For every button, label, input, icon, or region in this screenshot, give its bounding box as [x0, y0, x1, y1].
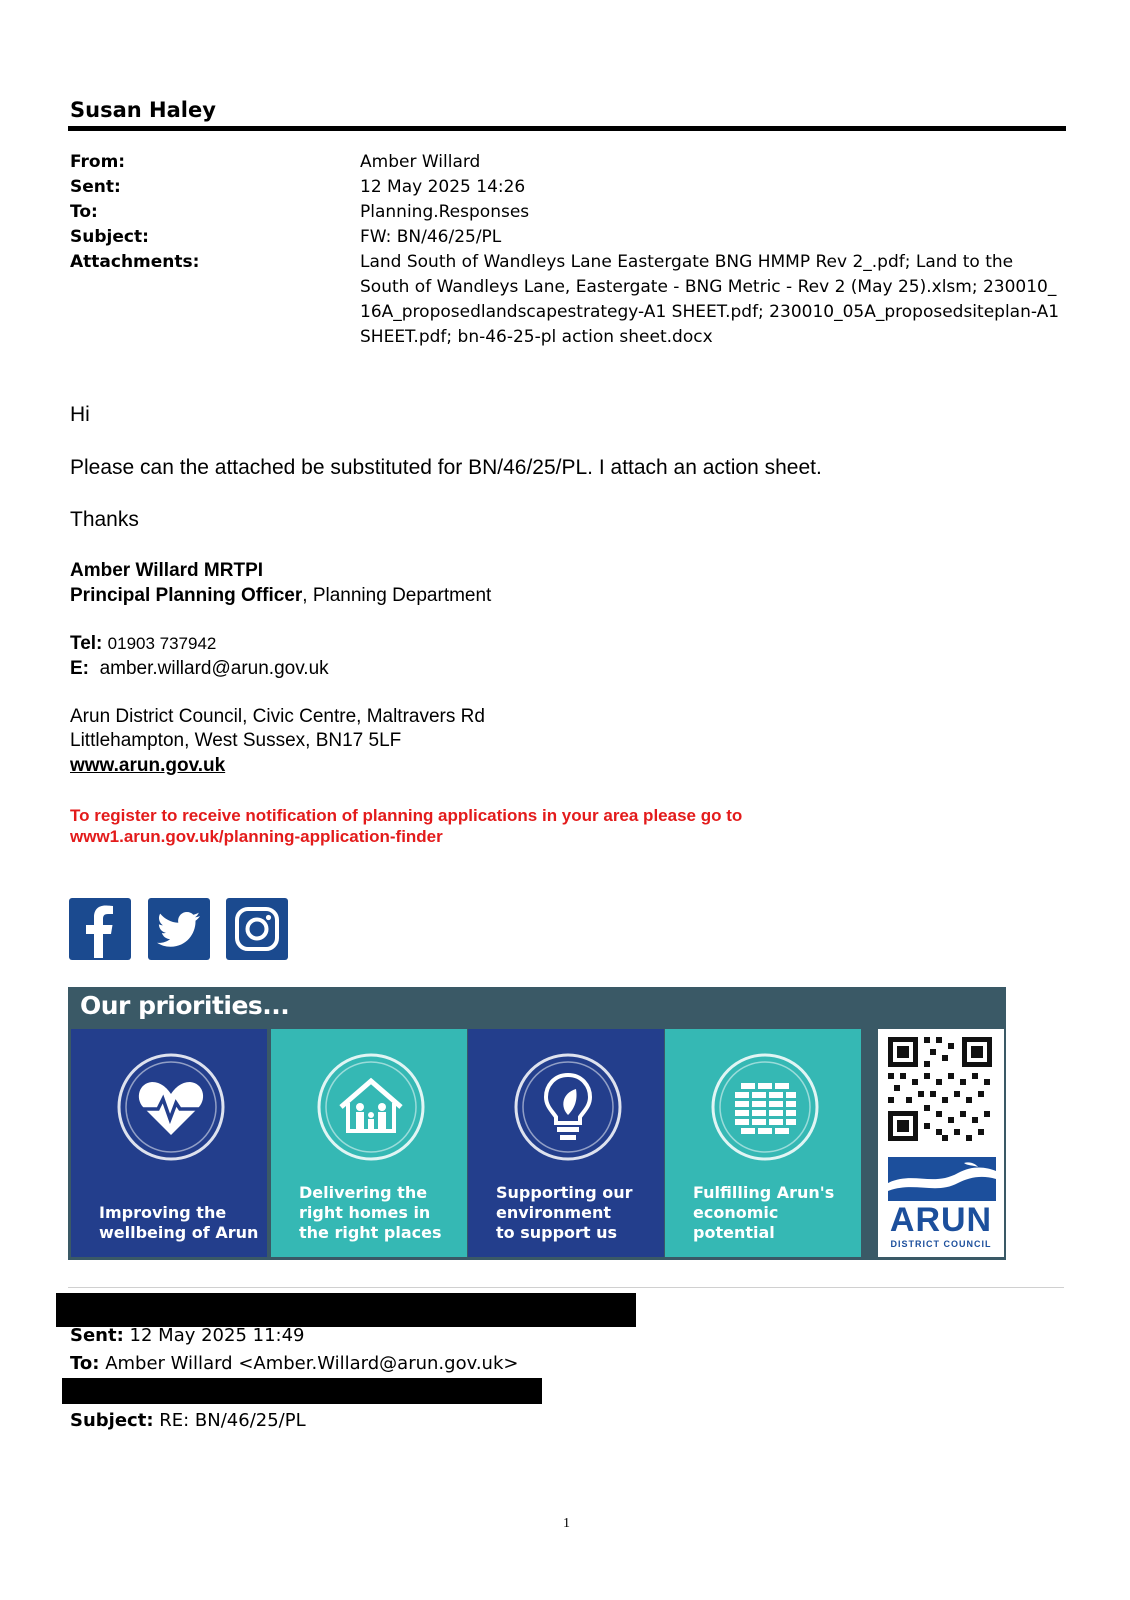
- attachments-list: [360, 250, 1060, 350]
- attachment-line[interactable]: 16A_proposedlandscapestrategy-A1 SHEET.pdf; 230010_05A_proposedsiteplan-A1: [360, 302, 1060, 322]
- tel-label: Tel:: [70, 633, 103, 654]
- to-value: Planning.Responses: [360, 202, 530, 222]
- arun-wave-logo-icon: [878, 1153, 1004, 1203]
- attachments-row: [70, 250, 1060, 350]
- priorities-banner[interactable]: [68, 987, 1006, 1260]
- twitter-icon[interactable]: [148, 898, 210, 960]
- facebook-icon[interactable]: [69, 898, 131, 960]
- forwarded-subject-line: [70, 1410, 306, 1431]
- to-label: To:: [70, 202, 98, 222]
- attachment-line[interactable]: SHEET.pdf; bn-46-25-pl action sheet.docx: [360, 327, 713, 347]
- attachment-line[interactable]: South of Wandleys Lane, Eastergate - BNG Metric - Rev 2 (May 25).xlsm; 230010_: [360, 277, 1057, 297]
- redaction-bar: [62, 1378, 542, 1404]
- brick-wall-icon: [707, 1049, 823, 1165]
- signature-department: , Planning Department: [302, 585, 492, 606]
- house-family-icon: [313, 1049, 429, 1165]
- instagram-icon[interactable]: [226, 898, 288, 960]
- signature-title-line: [70, 585, 491, 607]
- arun-logo-panel: [878, 1029, 1004, 1257]
- message-separator: [68, 1287, 1064, 1288]
- email-value[interactable]: amber.willard@arun.gov.uk: [99, 658, 329, 679]
- document-owner-name: Susan Haley: [70, 98, 216, 122]
- banner-title: Our priorities...: [80, 991, 290, 1020]
- page-number: 1: [563, 1516, 570, 1531]
- forwarded-subject-value: RE: BN/46/25/PL: [159, 1410, 306, 1431]
- signature-title: Principal Planning Officer: [70, 585, 303, 606]
- tile-label: Delivering the right homes in the right places: [299, 1183, 442, 1242]
- signature-name: Amber Willard MRTPI: [70, 560, 264, 581]
- notice-link[interactable]: www1.arun.gov.uk/planning-application-finder: [70, 827, 443, 846]
- qr-code-icon[interactable]: [878, 1029, 1004, 1149]
- forwarded-subject-label: Subject:: [70, 1410, 154, 1431]
- email-line: [70, 658, 329, 680]
- priority-tile-economy: [665, 1029, 861, 1257]
- message-text: Please can the attached be substituted for BN/46/25/PL. I attach an action sheet.: [70, 456, 822, 479]
- forwarded-to-label: To:: [70, 1353, 100, 1374]
- thanks: Thanks: [70, 508, 139, 531]
- notice-line-1: To register to receive notification of planning applications in your area please go to: [70, 806, 743, 825]
- header-rule: [68, 126, 1066, 131]
- subject-value: FW: BN/46/25/PL: [360, 227, 502, 247]
- sent-label: Sent:: [70, 177, 121, 197]
- address-line-1: Arun District Council, Civic Centre, Maltravers Rd: [70, 706, 485, 727]
- lightbulb-leaf-icon: [510, 1049, 626, 1165]
- email-label: E:: [70, 658, 89, 679]
- sent-value: 12 May 2025 14:26: [360, 177, 526, 197]
- greeting: Hi: [70, 403, 90, 426]
- subject-label: Subject:: [70, 227, 149, 247]
- address-line-2: Littlehampton, West Sussex, BN17 5LF: [70, 730, 402, 751]
- arun-logo-subtext: DISTRICT COUNCIL: [890, 1239, 992, 1249]
- forwarded-to-value: Amber Willard <Amber.Willard@arun.gov.uk>: [105, 1353, 519, 1374]
- redaction-bar: [56, 1293, 636, 1327]
- from-label: From:: [70, 152, 126, 172]
- tel-line: [70, 633, 216, 655]
- heart-icon: [113, 1049, 229, 1165]
- tile-label: Fulfilling Arun's economic potential: [693, 1183, 835, 1242]
- priority-tile-homes: [271, 1029, 467, 1257]
- from-value: Amber Willard: [360, 152, 481, 172]
- priority-tile-environment: [468, 1029, 664, 1257]
- attachments-label: Attachments:: [70, 252, 200, 272]
- tile-label: Improving the wellbeing of Arun: [99, 1203, 259, 1242]
- attachment-line[interactable]: Land South of Wandleys Lane Eastergate BNG HMMP Rev 2_.pdf; Land to the: [360, 252, 1014, 272]
- forwarded-to-line: [70, 1353, 518, 1374]
- forwarded-sent-line: [70, 1325, 305, 1346]
- forwarded-sent-label: Sent:: [70, 1325, 124, 1346]
- arun-logo-text: ARUN: [889, 1201, 993, 1239]
- forwarded-sent-value: 12 May 2025 11:49: [129, 1325, 305, 1346]
- priority-tile-wellbeing: [71, 1029, 267, 1257]
- tel-value: 01903 737942: [107, 634, 217, 653]
- website-link[interactable]: www.arun.gov.uk: [70, 755, 226, 776]
- tile-label: Supporting our environment to support us: [496, 1183, 633, 1242]
